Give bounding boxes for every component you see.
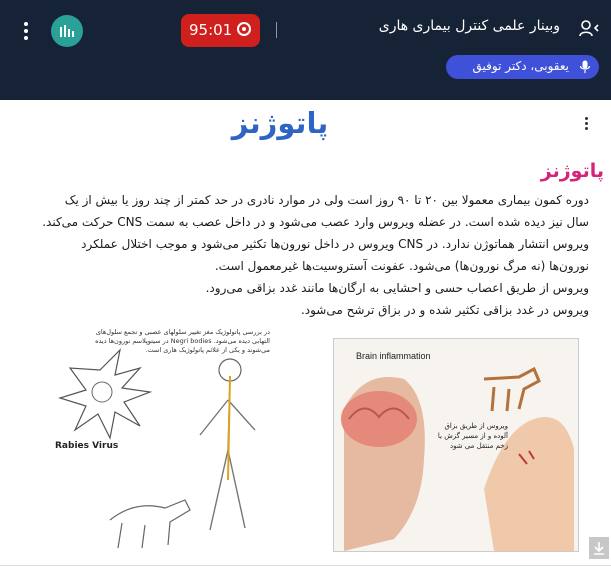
speaker-name: یعقوبی، دکتر توفیق xyxy=(472,59,569,73)
user-arrow-icon[interactable] xyxy=(578,18,600,40)
paragraph-line: سال نیز دیده شده است. در عضله ویروس وارد عصب می‌شود و در داخل عصب به سمت CNS حرکت می‌کند. xyxy=(42,215,589,229)
presentation-slide xyxy=(0,100,611,566)
figure-caption: در بررسی پاتولوژیک مغز تغییر سلولهای عصبی و تجمع سلول‌های التهابی دیده می‌شود. Negri bodies در سیتوپلاسم نورون‌ها دیده می‌شوند و یکی از علائم پاتولوژیک هاری است. xyxy=(95,328,270,354)
mic-icon xyxy=(579,60,591,74)
brain-inflammation-photo xyxy=(333,338,579,552)
slide-menu-icon[interactable] xyxy=(585,115,588,132)
top-bar xyxy=(0,0,611,100)
section-heading: پاتوژنز xyxy=(540,160,604,182)
rabies-virus-label: Rabies Virus xyxy=(55,441,119,451)
brain-inflammation-label: Brain inflammation xyxy=(356,351,431,361)
divider xyxy=(276,22,277,38)
webinar-title: وبینار علمی کنترل بیماری هاری xyxy=(378,18,560,34)
paragraph-line: ویروس از طریق اعصاب حسی و احشایی به ارگان‌ها مانند غدد بزاقی می‌رود. xyxy=(205,281,589,295)
paragraph-line: ویروس انتشار هماتوژن ندارد. در CNS ویروس در داخل نورون‌ها تکثیر می‌شود و موجب اختلال عملکرد xyxy=(81,237,589,251)
more-options-icon[interactable] xyxy=(20,20,32,42)
paragraph-line: نورون‌ها (نه مرگ نورون‌ها) می‌شود. عفونت آستروسیت‌ها غیرمعمول است. xyxy=(214,259,589,273)
speaker-badge[interactable] xyxy=(446,55,599,79)
paragraph-line: دوره کمون بیماری معمولا بین ۲۰ تا ۹۰ روز است ولی در موارد نادری در حد کمتر از چند روز یا بیش از یک xyxy=(64,193,589,207)
paragraph-line: ویروس در غدد بزاقی تکثیر شده و در بزاق ترشح می‌شود. xyxy=(300,303,589,317)
download-icon xyxy=(593,541,605,555)
photo-caption: ویروس از طریق بزاق آلوده و از مسیر گزش یا زخم منتقل می شود xyxy=(437,422,508,450)
audio-bars-icon xyxy=(59,23,75,39)
record-icon xyxy=(237,22,251,36)
download-button[interactable] xyxy=(589,537,609,559)
slide-title: پاتوژنز xyxy=(231,106,329,140)
recording-timer[interactable] xyxy=(181,14,260,47)
audio-bars-button[interactable] xyxy=(51,15,83,47)
timer-value: 95:01 xyxy=(189,21,233,39)
